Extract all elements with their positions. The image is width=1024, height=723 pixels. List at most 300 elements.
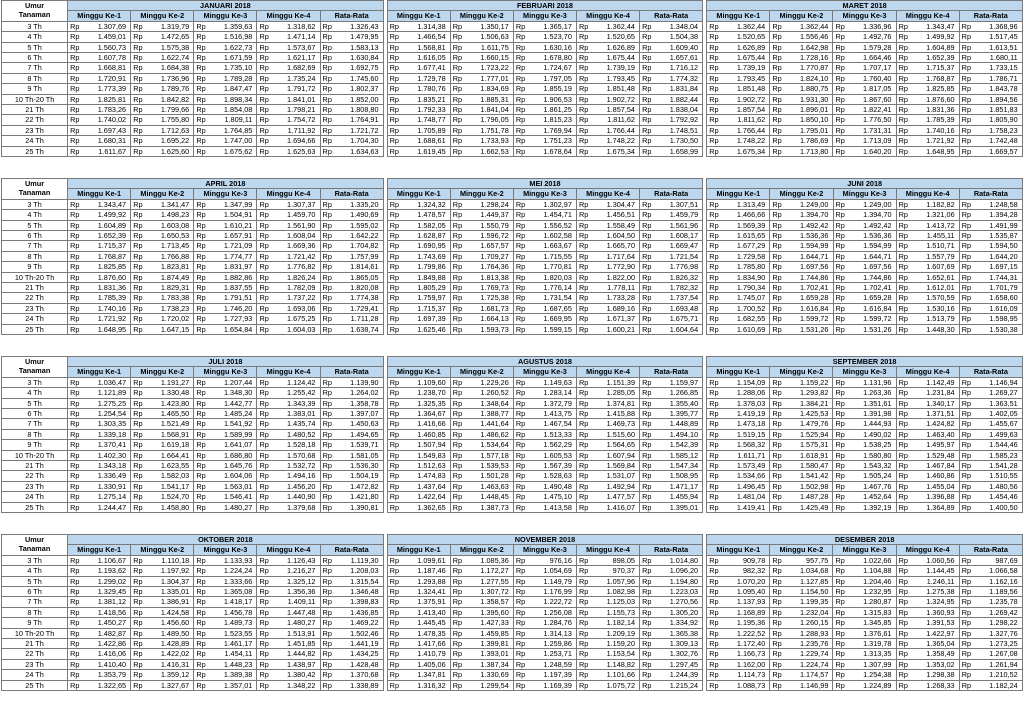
currency-label: Rp	[642, 419, 652, 429]
price-value: 1.616,84	[800, 303, 829, 313]
week-column-header: Rata-Rata	[320, 11, 383, 21]
currency-label: Rp	[70, 377, 80, 387]
price-cell	[387, 125, 450, 135]
currency-label: Rp	[772, 680, 782, 690]
currency-label: Rp	[835, 42, 845, 52]
price-value: 1.448,45	[480, 492, 509, 502]
price-value: 1.777,01	[480, 73, 509, 83]
price-value: 1.486,62	[480, 429, 509, 439]
price-cell	[387, 314, 450, 324]
week-column-header: Minggu Ke-3	[194, 11, 257, 21]
currency-label: Rp	[515, 324, 526, 334]
table-row	[2, 659, 1023, 669]
price-cell	[833, 84, 896, 94]
price-value: 1.395,60	[480, 607, 509, 617]
price-value: 1.502,98	[799, 481, 829, 491]
price-value: 1.318,62	[287, 21, 316, 31]
currency-label: Rp	[898, 32, 908, 42]
price-value: 1.669,36	[287, 241, 316, 251]
price-value: 1.612,01	[926, 283, 955, 293]
price-value: 1.254,54	[97, 409, 127, 419]
price-cell	[577, 481, 640, 491]
table-row	[2, 53, 1023, 63]
price-cell	[770, 314, 833, 324]
currency-label: Rp	[642, 136, 652, 146]
price-value: 1.569,84	[606, 461, 636, 471]
price-cell	[707, 115, 770, 125]
currency-label: Rp	[322, 429, 332, 439]
currency-label: Rp	[579, 429, 589, 439]
price-cell	[387, 618, 450, 628]
currency-label: Rp	[835, 639, 845, 649]
week-column-header: Minggu Ke-3	[513, 545, 576, 555]
price-cell	[387, 398, 450, 408]
price-cell	[640, 388, 703, 398]
price-cell	[320, 492, 383, 502]
currency-label: Rp	[196, 398, 206, 408]
price-value: 1.824,10	[799, 73, 829, 83]
price-cell	[194, 659, 257, 669]
currency-label: Rp	[389, 409, 400, 419]
age-cell: 4 Th	[2, 388, 68, 398]
price-cell	[959, 210, 1022, 220]
price-value: 1.492,76	[863, 32, 892, 42]
price-value: 1.204,46	[863, 576, 892, 586]
price-value: 1.528,63	[543, 471, 572, 481]
age-cell: 4 Th	[2, 32, 68, 42]
price-value: 1.127,85	[799, 576, 829, 586]
price-cell	[640, 680, 703, 690]
currency-label: Rp	[515, 680, 526, 690]
price-cell	[896, 377, 959, 387]
price-cell	[257, 576, 320, 586]
price-value: 1.425,53	[799, 409, 829, 419]
price-cell	[896, 63, 959, 73]
price-cell	[707, 409, 770, 419]
price-cell	[707, 314, 770, 324]
price-cell	[896, 293, 959, 303]
currency-label: Rp	[196, 649, 206, 659]
price-value: 1.224,89	[863, 680, 892, 690]
price-value: 1.099,61	[417, 555, 446, 565]
price-cell	[131, 136, 194, 146]
price-value: 1.162,16	[989, 576, 1018, 586]
currency-label: Rp	[709, 409, 719, 419]
currency-label: Rp	[259, 597, 269, 607]
age-cell: 22 Th	[2, 293, 68, 303]
price-cell	[68, 450, 131, 460]
price-cell	[513, 73, 576, 83]
currency-label: Rp	[709, 53, 719, 63]
price-cell	[707, 272, 770, 282]
currency-label: Rp	[515, 419, 526, 429]
currency-label: Rp	[452, 607, 463, 617]
price-value: 1.704,30	[350, 136, 379, 146]
price-value: 1.570,59	[926, 293, 955, 303]
price-value: 1.387,73	[480, 502, 509, 512]
table-row	[2, 314, 1023, 324]
currency-label: Rp	[772, 42, 782, 52]
price-cell	[513, 471, 576, 481]
price-value: 1.707,17	[863, 63, 892, 73]
currency-label: Rp	[515, 639, 526, 649]
currency-label: Rp	[772, 409, 782, 419]
currency-label: Rp	[322, 272, 332, 282]
price-cell	[576, 105, 639, 115]
price-value: 1.082,98	[606, 587, 635, 597]
currency-label: Rp	[70, 492, 80, 502]
price-value: 1.437,64	[417, 481, 446, 491]
price-value: 1.471,17	[669, 481, 699, 491]
currency-label: Rp	[452, 262, 463, 272]
price-cell	[131, 42, 194, 52]
price-cell	[450, 618, 513, 628]
age-cell: 9 Th	[2, 618, 68, 628]
price-value: 1.459,70	[287, 210, 316, 220]
currency-label: Rp	[322, 283, 332, 293]
price-value: 1.284,76	[543, 618, 572, 628]
age-cell: 8 Th	[2, 251, 68, 261]
currency-label: Rp	[389, 293, 400, 303]
price-value: 1.658,60	[989, 293, 1018, 303]
price-cell	[450, 587, 513, 597]
price-cell	[577, 199, 640, 209]
currency-label: Rp	[389, 199, 400, 209]
price-value: 1.330,91	[97, 481, 127, 491]
currency-label: Rp	[515, 587, 526, 597]
price-value: 1.530,16	[926, 303, 955, 313]
currency-label: Rp	[709, 419, 719, 429]
price-cell	[387, 220, 450, 230]
price-value: 1.609,40	[669, 42, 699, 52]
price-value: 1.704,82	[350, 241, 379, 251]
price-cell	[770, 303, 833, 313]
price-cell	[770, 32, 833, 42]
price-value: 1.338,89	[350, 680, 379, 690]
currency-label: Rp	[389, 241, 400, 251]
price-cell	[194, 471, 257, 481]
price-cell	[257, 63, 320, 73]
currency-label: Rp	[70, 649, 80, 659]
price-value: 1.334,92	[669, 618, 699, 628]
currency-label: Rp	[515, 429, 526, 439]
price-cell	[257, 125, 320, 135]
currency-label: Rp	[835, 576, 845, 586]
currency-label: Rp	[322, 146, 332, 156]
price-value: 1.365,17	[543, 21, 572, 31]
price-value: 1.345,85	[863, 618, 892, 628]
table-row	[2, 670, 1023, 680]
currency-label: Rp	[259, 377, 269, 387]
price-cell	[257, 398, 320, 408]
price-cell	[959, 125, 1022, 135]
price-cell	[320, 670, 383, 680]
price-cell	[513, 502, 576, 512]
price-value: 1.611,71	[737, 450, 766, 460]
currency-label: Rp	[322, 293, 332, 303]
price-value: 1.489,50	[160, 628, 190, 638]
price-value: 1.715,37	[926, 63, 955, 73]
currency-label: Rp	[322, 251, 332, 261]
currency-label: Rp	[772, 419, 782, 429]
price-cell	[640, 32, 703, 42]
week-column-header: Rata-Rata	[959, 545, 1022, 555]
price-value: 1.302,76	[669, 649, 699, 659]
currency-label: Rp	[961, 21, 971, 31]
currency-label: Rp	[772, 73, 782, 83]
currency-label: Rp	[709, 670, 719, 680]
currency-label: Rp	[196, 639, 206, 649]
currency-label: Rp	[835, 314, 845, 324]
currency-label: Rp	[259, 492, 269, 502]
price-value: 1.521,49	[160, 419, 190, 429]
currency-label: Rp	[515, 440, 526, 450]
currency-label: Rp	[642, 42, 652, 52]
currency-label: Rp	[322, 115, 332, 125]
age-cell: 21 Th	[2, 639, 68, 649]
currency-label: Rp	[961, 597, 972, 607]
price-cell	[257, 136, 320, 146]
price-value: 1.541,17	[160, 481, 190, 491]
price-cell	[770, 241, 833, 251]
price-value: 1.849,88	[417, 272, 446, 282]
price-cell	[257, 84, 320, 94]
price-value: 1.427,33	[480, 618, 509, 628]
price-value: 1.370,68	[350, 670, 379, 680]
currency-label: Rp	[578, 21, 589, 31]
price-value: 1.589,99	[223, 429, 253, 439]
currency-label: Rp	[322, 461, 332, 471]
price-value: 1.697,39	[417, 314, 446, 324]
price-value: 1.530,38	[989, 324, 1018, 334]
price-value: 1.622,73	[223, 42, 253, 52]
currency-label: Rp	[709, 492, 719, 502]
price-value: 1.474,83	[417, 471, 446, 481]
price-cell	[896, 220, 959, 230]
price-cell	[320, 199, 383, 209]
price-cell	[320, 105, 383, 115]
price-cell	[896, 639, 959, 649]
week-column-header: Minggu Ke-4	[257, 189, 320, 199]
price-value: 1.314,38	[417, 21, 446, 31]
price-cell	[257, 597, 320, 607]
currency-label: Rp	[196, 440, 206, 450]
price-value: 1.314,13	[543, 628, 572, 638]
price-cell	[959, 450, 1022, 460]
price-cell	[707, 576, 770, 586]
currency-label: Rp	[835, 73, 845, 83]
price-cell	[131, 492, 194, 502]
price-value: 1.473,18	[736, 419, 766, 429]
price-cell	[707, 377, 770, 387]
currency-label: Rp	[642, 314, 652, 324]
price-cell	[577, 303, 640, 313]
currency-label: Rp	[835, 587, 845, 597]
price-cell	[320, 220, 383, 230]
price-value: 957,75	[806, 555, 829, 565]
currency-label: Rp	[709, 241, 719, 251]
price-cell	[896, 607, 959, 617]
currency-label: Rp	[259, 32, 269, 42]
price-value: 1.235,76	[799, 639, 829, 649]
price-value: 1.541,28	[989, 461, 1018, 471]
currency-label: Rp	[389, 429, 400, 439]
price-cell	[450, 125, 513, 135]
price-cell	[257, 471, 320, 481]
age-cell: 5 Th	[2, 576, 68, 586]
currency-label: Rp	[133, 429, 143, 439]
price-value: 1.159,97	[669, 377, 699, 387]
price-value: 1.902,72	[606, 94, 635, 104]
currency-label: Rp	[196, 587, 206, 597]
price-value: 1.902,72	[736, 94, 766, 104]
age-cell: 7 Th	[2, 241, 68, 251]
price-cell	[707, 388, 770, 398]
currency-label: Rp	[709, 32, 719, 42]
price-cell	[387, 199, 450, 209]
price-value: 1.386,91	[160, 597, 190, 607]
price-cell	[131, 32, 194, 42]
price-value: 1.475,10	[543, 492, 572, 502]
currency-label: Rp	[70, 115, 80, 125]
price-cell	[387, 272, 450, 282]
price-cell	[320, 210, 383, 220]
currency-label: Rp	[579, 450, 589, 460]
currency-label: Rp	[70, 607, 80, 617]
price-cell	[257, 419, 320, 429]
price-cell	[194, 628, 257, 638]
currency-label: Rp	[322, 566, 332, 576]
currency-label: Rp	[259, 231, 269, 241]
currency-label: Rp	[259, 251, 269, 261]
price-cell	[513, 419, 576, 429]
currency-label: Rp	[196, 450, 206, 460]
price-value: 1.657,57	[480, 241, 509, 251]
currency-label: Rp	[835, 283, 845, 293]
price-cell	[68, 377, 131, 387]
price-value: 1.394,70	[800, 210, 829, 220]
price-cell	[450, 53, 513, 63]
price-value: 1.766,88	[160, 251, 190, 261]
currency-label: Rp	[835, 419, 845, 429]
price-cell	[320, 576, 383, 586]
currency-label: Rp	[515, 210, 526, 220]
currency-label: Rp	[835, 492, 845, 502]
price-value: 987,69	[995, 555, 1018, 565]
price-value: 1.210,52	[989, 670, 1018, 680]
price-cell	[257, 555, 320, 565]
price-cell	[833, 388, 896, 398]
currency-label: Rp	[515, 136, 526, 146]
price-value: 1.598,95	[989, 314, 1018, 324]
price-cell	[513, 115, 576, 125]
currency-label: Rp	[452, 146, 463, 156]
price-value: 1.402,30	[97, 450, 127, 460]
currency-label: Rp	[642, 659, 652, 669]
currency-label: Rp	[835, 32, 845, 42]
currency-label: Rp	[196, 210, 206, 220]
currency-label: Rp	[70, 42, 80, 52]
price-cell	[513, 492, 576, 502]
price-value: 1.467,84	[926, 461, 955, 471]
currency-label: Rp	[133, 471, 143, 481]
price-cell	[707, 587, 770, 597]
week-column-header: Minggu Ke-4	[257, 367, 320, 377]
price-cell	[450, 398, 513, 408]
currency-label: Rp	[772, 251, 782, 261]
currency-label: Rp	[709, 63, 719, 73]
price-value: 1.702,41	[863, 283, 892, 293]
price-value: 1.513,91	[287, 628, 316, 638]
price-cell	[194, 231, 257, 241]
price-cell	[320, 377, 383, 387]
price-cell	[959, 659, 1022, 669]
price-cell	[833, 42, 896, 52]
currency-label: Rp	[452, 587, 463, 597]
price-value: 1.865,05	[350, 272, 379, 282]
currency-label: Rp	[133, 146, 143, 156]
currency-label: Rp	[642, 628, 652, 638]
currency-label: Rp	[452, 272, 463, 282]
currency-label: Rp	[835, 199, 845, 209]
price-cell	[896, 42, 959, 52]
currency-label: Rp	[133, 53, 143, 63]
price-cell	[513, 125, 576, 135]
table-row	[2, 262, 1023, 272]
currency-label: Rp	[642, 293, 652, 303]
currency-label: Rp	[259, 303, 269, 313]
currency-label: Rp	[709, 502, 719, 512]
price-cell	[959, 251, 1022, 261]
currency-label: Rp	[70, 272, 80, 282]
price-value: 1.896,01	[799, 105, 829, 115]
price-cell	[68, 502, 131, 512]
price-value: 1.532,72	[287, 461, 316, 471]
currency-label: Rp	[961, 53, 971, 63]
price-cell	[959, 73, 1022, 83]
price-value: 1.376,61	[863, 628, 892, 638]
price-cell	[770, 670, 833, 680]
week-column-header: Minggu Ke-2	[131, 189, 194, 199]
price-value: 1.774,38	[350, 293, 379, 303]
price-cell	[131, 210, 194, 220]
price-value: 1.313,35	[863, 649, 892, 659]
price-value: 1.358,78	[350, 398, 379, 408]
currency-label: Rp	[133, 324, 143, 334]
week-column-header: Minggu Ke-1	[387, 11, 450, 21]
currency-label: Rp	[196, 136, 206, 146]
currency-label: Rp	[133, 377, 143, 387]
price-cell	[131, 262, 194, 272]
currency-label: Rp	[389, 42, 399, 52]
currency-label: Rp	[452, 628, 463, 638]
currency-label: Rp	[389, 377, 400, 387]
currency-label: Rp	[515, 241, 526, 251]
price-value: 1.275,14	[97, 492, 127, 502]
price-value: 1.748,22	[736, 136, 766, 146]
currency-label: Rp	[389, 32, 399, 42]
currency-label: Rp	[579, 471, 589, 481]
price-cell	[770, 440, 833, 450]
price-cell	[707, 84, 770, 94]
currency-label: Rp	[961, 293, 972, 303]
price-cell	[257, 628, 320, 638]
currency-label: Rp	[961, 303, 972, 313]
price-cell	[68, 429, 131, 439]
currency-label: Rp	[835, 555, 845, 565]
currency-label: Rp	[70, 409, 80, 419]
price-value: 1.669,47	[669, 241, 699, 251]
